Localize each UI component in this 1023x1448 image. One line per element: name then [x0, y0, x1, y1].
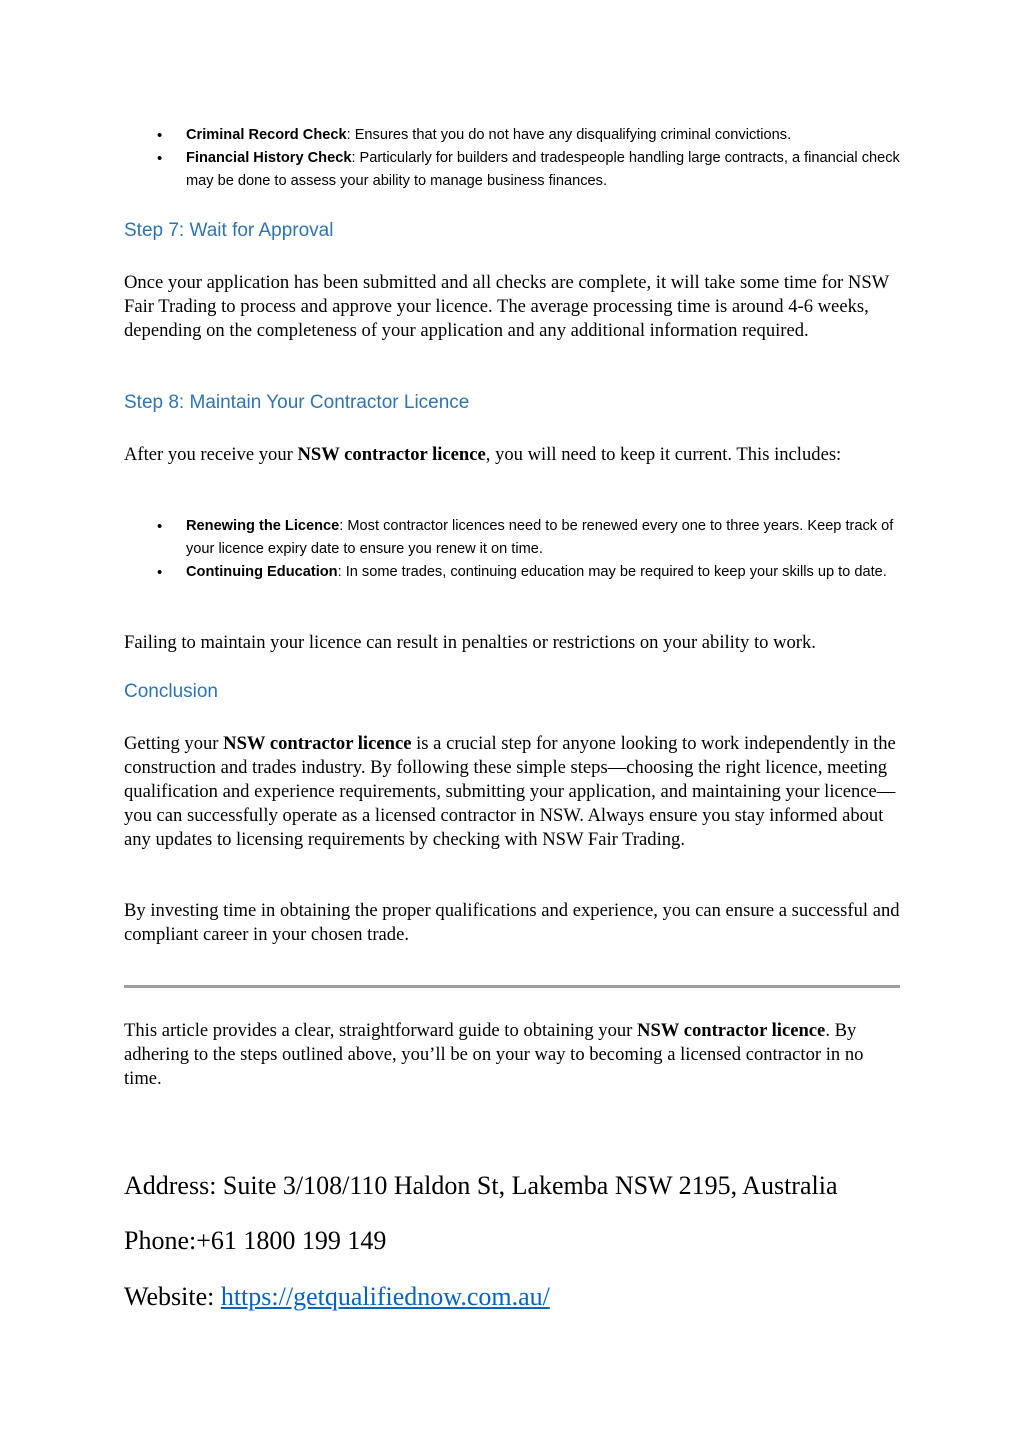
check-bullet-list: [124, 124, 904, 193]
maintain-bullet-list: [124, 515, 904, 584]
list-item: [124, 515, 904, 561]
bullet-term: Renewing the Licence: [186, 518, 340, 534]
contact-phone: Phone:+61 1800 199 149: [124, 1226, 387, 1255]
conclusion-paragraph-2: By investing time in obtaining the proper qualifications and experience, you can ensure a successful and compliant career in your chosen trade.: [124, 900, 900, 945]
step8-intro: [124, 443, 904, 467]
list-item: [124, 147, 904, 193]
list-item: [124, 124, 904, 147]
contact-website: [124, 1281, 550, 1313]
bullet-text: : Ensures that you do not have any disqualifying criminal convictions.: [346, 127, 792, 143]
intro-text-end: , you will need to keep it current. This includes:: [485, 444, 842, 465]
conclusion-heading: Conclusion: [124, 681, 218, 702]
contact-address: Address: Suite 3/108/110 Haldon St, Lakemba NSW 2195, Australia: [124, 1171, 838, 1200]
summary-text: This article provides a clear, straightforward guide to obtaining your: [124, 1020, 638, 1041]
step7-paragraph: Once your application has been submitted and all checks are complete, it will take some time for NSW Fair Trading to process and approve your licence. The average processing time is around 4-6 weeks, depending on the completeness of your application and any additional information required.: [124, 272, 889, 341]
bullet-text: : In some trades, continuing education may be required to keep your skills up to date.: [337, 564, 887, 580]
bullet-text: : Most contractor licences need to be renewed every one to three years. Keep track of your licence expiry date to ensure you renew it on time.: [186, 518, 894, 557]
summary-text-end: . By adhering to the steps outlined above, you’ll be on your way to becoming a licensed contractor in no time.: [124, 1020, 864, 1089]
step8-heading: Step 8: Maintain Your Contractor Licence: [124, 392, 470, 413]
horizontal-divider: [124, 985, 900, 988]
summary-paragraph: [124, 1019, 904, 1091]
step7-heading: Step 7: Wait for Approval: [124, 220, 334, 241]
bullet-term: Financial History Check: [186, 150, 352, 166]
conclusion-paragraph: [124, 732, 904, 852]
website-label: Website:: [124, 1282, 221, 1311]
conclusion-text-end: is a crucial step for anyone looking to work independently in the construction and trades industry. By following these simple steps—choosing the right licence, meeting qualification and experience requirements, submitting your application, and maintaining your licence—you can successfully operate as a licensed contractor in NSW. Always ensure you stay informed about any updates to licensing requirements by checking with NSW Fair Trading.: [124, 733, 896, 850]
conclusion-bold: NSW contractor licence: [223, 733, 412, 754]
intro-bold: NSW contractor licence: [297, 444, 486, 465]
bullet-term: Criminal Record Check: [186, 127, 347, 143]
bullet-term: Continuing Education: [186, 564, 338, 580]
conclusion-text: Getting your: [124, 733, 224, 754]
website-link[interactable]: https://getqualifiednow.com.au/: [220, 1282, 550, 1311]
step8-closing: Failing to maintain your licence can result in penalties or restrictions on your ability to work.: [124, 632, 816, 653]
summary-bold: NSW contractor licence: [637, 1020, 826, 1041]
intro-text: After you receive your: [124, 444, 298, 465]
bullet-text: : Particularly for builders and tradespeople handling large contracts, a financial check may be done to assess your ability to manage business finances.: [186, 150, 900, 189]
list-item: [124, 561, 904, 584]
